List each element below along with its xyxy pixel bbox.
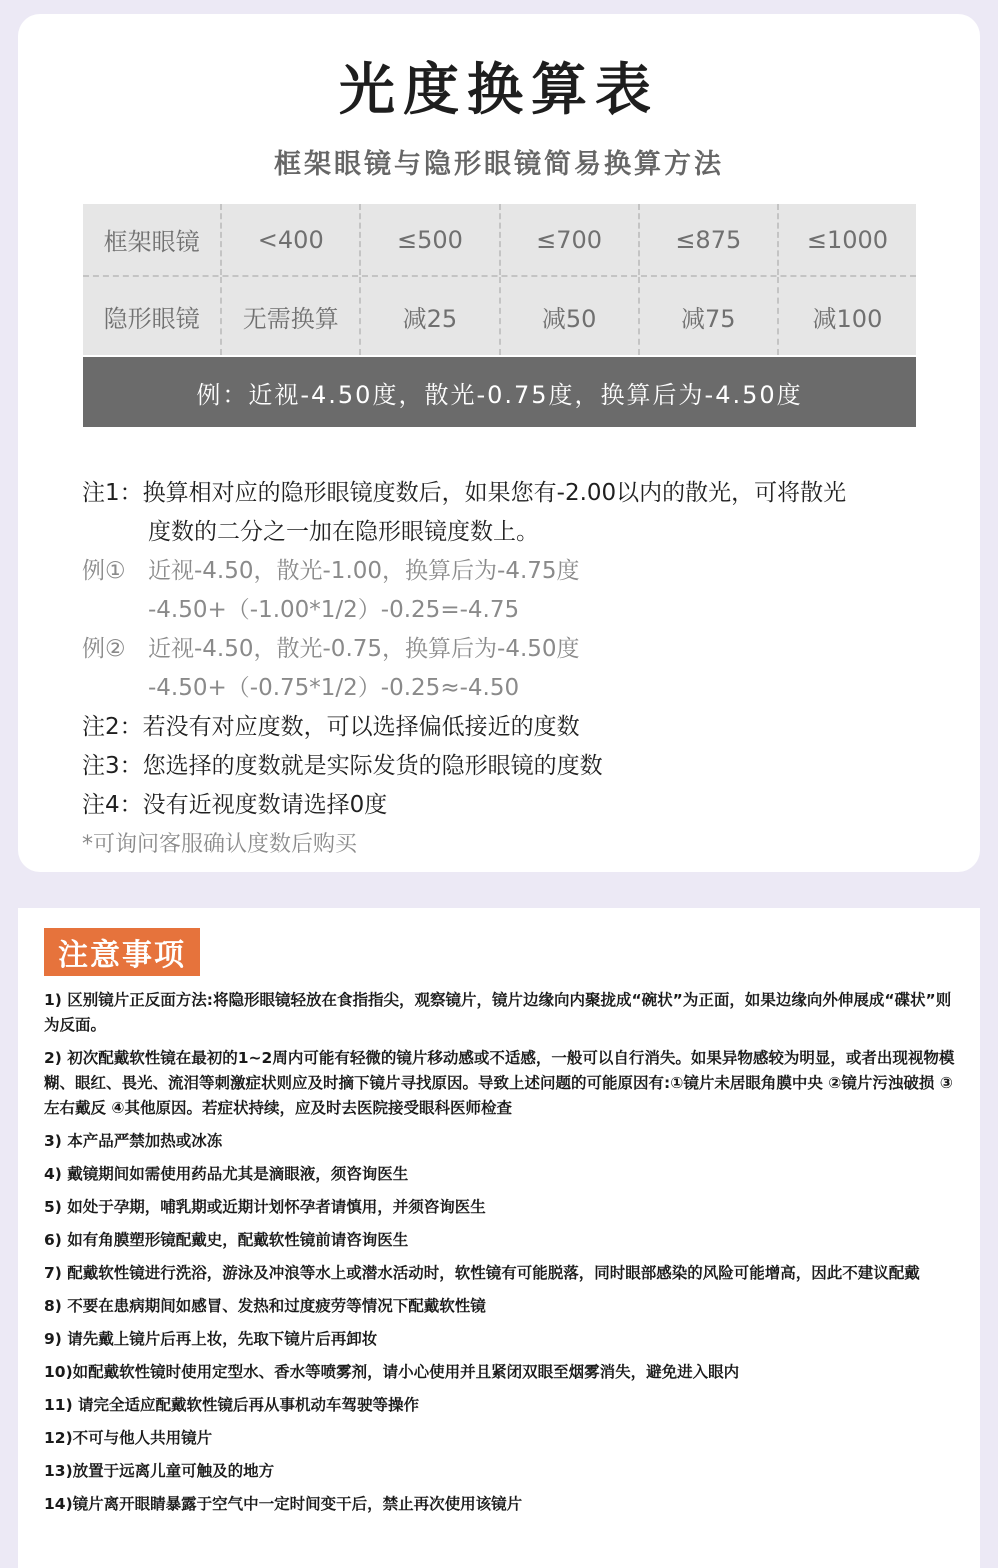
table-cell: 减75: [638, 277, 777, 355]
list-item: 6) 如有角膜塑形镜配戴史，配戴软性镜前请咨询医生: [44, 1231, 409, 1249]
conversion-table: [83, 204, 916, 355]
list-item: 14)镜片离开眼睛暴露于空气中一定时间变干后，禁止再次使用该镜片: [44, 1495, 523, 1513]
list-item: 5) 如处于孕期，哺乳期或近期计划怀孕者请慎用，并须咨询医生: [44, 1198, 486, 1216]
precautions-title: 注意事项: [44, 928, 200, 976]
table-cell: ≤875: [638, 204, 777, 275]
page-subtitle: 框架眼镜与隐形眼镜简易换算方法: [274, 149, 724, 180]
example-label: 例②: [82, 636, 126, 662]
note-4: [82, 786, 932, 825]
note-text: 注2：若没有对应度数，可以选择偏低接近的度数: [82, 714, 580, 740]
note-text: 注4：没有近视度数请选择0度: [82, 792, 388, 818]
table-cell: 减25: [359, 277, 498, 355]
example-2-formula: [82, 669, 932, 708]
example-formula: -4.50+（-1.00*1/2）-0.25=-4.75: [148, 597, 520, 623]
table-cell: 无需换算: [220, 277, 359, 355]
footnote: [82, 825, 932, 864]
example-banner: 例：近视-4.50度，散光-0.75度，换算后为-4.50度: [83, 357, 916, 427]
list-item: 7) 配戴软性镜进行洗浴，游泳及冲浪等水上或潜水活动时，软性镜有可能脱落，同时眼部感染的风险可能增高，因此不建议配戴: [44, 1264, 920, 1282]
example-formula: -4.50+（-0.75*1/2）-0.25≈-4.50: [148, 675, 520, 701]
list-item: 8) 不要在患病期间如感冒、发热和过度疲劳等情况下配戴软性镜: [44, 1297, 486, 1315]
table-row: [83, 275, 916, 355]
example-2: [82, 630, 932, 669]
example-1: [82, 552, 932, 591]
table-row: [83, 204, 916, 275]
note-1: [82, 474, 932, 513]
example-text: 近视-4.50，散光-0.75，换算后为-4.50度: [148, 636, 580, 662]
list-item: 3) 本产品严禁加热或冰冻: [44, 1132, 223, 1150]
table-cell: 框架眼镜: [103, 228, 200, 256]
example-1-formula: [82, 591, 932, 630]
table-cell: <400: [220, 204, 359, 275]
list-item: 2) 初次配戴软性镜在最初的1~2周内可能有轻微的镜片移动感或不适感，一般可以自行消失。如果异物感较为明显，或者出现视物模糊、眼红、畏光、流泪等刺激症状则应及时摘下镜片寻找原因。导致上述问题的可能原因有:①镜片未居眼角膜中央 ②镜片污浊破损 ③左右戴反 ④其他原因。若症状持续，应及时去医院接受眼科医师检查: [44, 1049, 955, 1117]
table-cell: ≤1000: [777, 204, 916, 275]
table-cell: ≤500: [359, 204, 498, 275]
table-cell: ≤700: [499, 204, 638, 275]
precautions-card: [18, 908, 980, 1568]
table-cell: 减100: [777, 277, 916, 355]
conversion-card: [18, 14, 980, 872]
list-item: 1) 区别镜片正反面方法:将隐形眼镜轻放在食指指尖，观察镜片，镜片边缘向内聚拢成“碗状”为正面，如果边缘向外伸展成“碟状”则为反面。: [44, 991, 952, 1034]
list-item: 9) 请先戴上镜片后再上妆，先取下镜片后再卸妆: [44, 1330, 378, 1348]
list-item: 12)不可与他人共用镜片: [44, 1429, 213, 1447]
list-item: 4) 戴镜期间如需使用药品尤其是滴眼液，须咨询医生: [44, 1165, 409, 1183]
example-text: 近视-4.50，散光-1.00，换算后为-4.75度: [148, 558, 580, 584]
note-3: [82, 747, 932, 786]
list-item: 13)放置于远离儿童可触及的地方: [44, 1462, 275, 1480]
note-text: 注3：您选择的度数就是实际发货的隐形眼镜的度数: [82, 753, 603, 779]
footnote-text: *可询问客服确认度数后购买: [82, 832, 358, 857]
note-label: 注1：: [82, 480, 143, 506]
note-2: [82, 708, 932, 747]
note-text: 换算相对应的隐形眼镜度数后，如果您有-2.00以内的散光，可将散光: [142, 480, 847, 506]
page-title: 光度换算表: [339, 58, 659, 123]
precautions-list: [44, 988, 956, 1525]
notes-section: [82, 474, 932, 864]
note-text: 度数的二分之一加在隐形眼镜度数上。: [148, 519, 539, 545]
example-label: 例①: [82, 558, 126, 584]
list-item: 11) 请完全适应配戴软性镜后再从事机动车驾驶等操作: [44, 1396, 420, 1414]
list-item: 10)如配戴软性镜时使用定型水、香水等喷雾剂，请小心使用并且紧闭双眼至烟雾消失，避免进入眼内: [44, 1363, 740, 1381]
note-1-cont: [82, 513, 932, 552]
table-cell: 隐形眼镜: [103, 304, 200, 333]
table-cell: 减50: [499, 277, 638, 355]
